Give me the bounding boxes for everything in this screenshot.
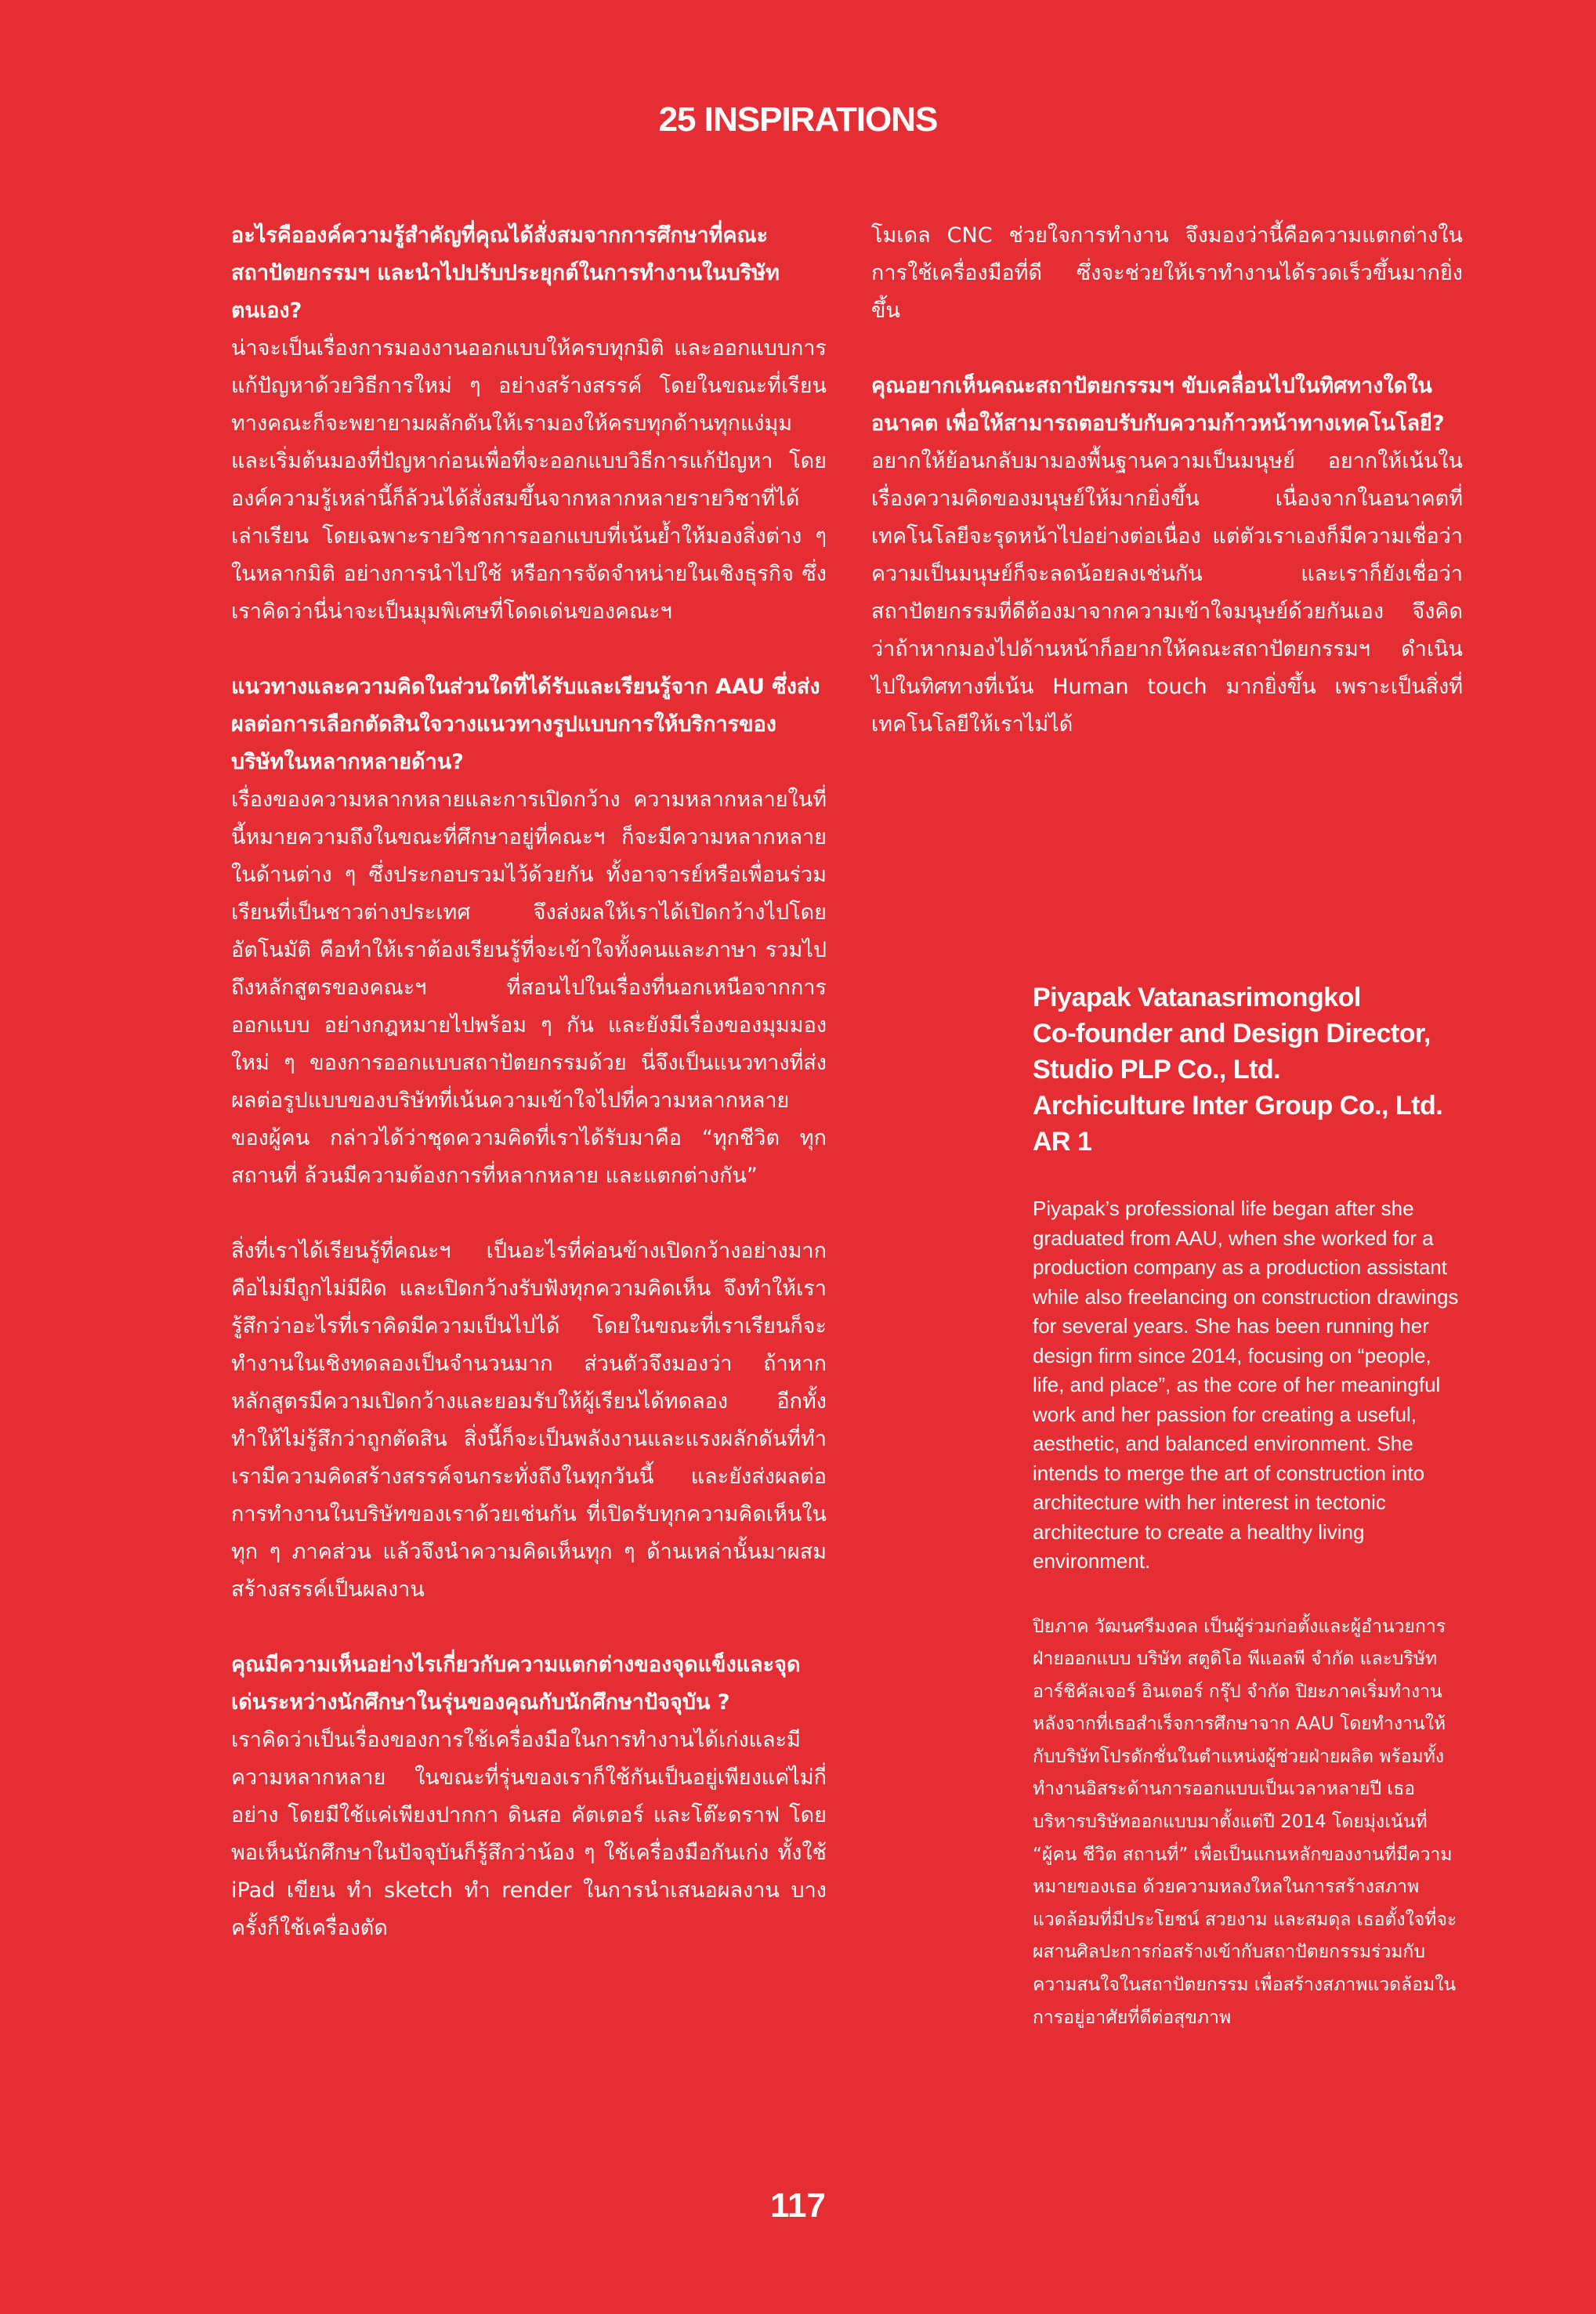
question-2: แนวทางและความคิดในส่วนใดที่ได้รับและเรียนรู้จาก AAU ซึ่งส่งผลต่อการเลือกตัดสินใจวางแนวทางรูปแบบการให้บริการของบริษัทในหลากหลายด้าน? bbox=[231, 675, 820, 774]
question-4: คุณอยากเห็นคณะสถาปัตยกรรมฯ ขับเคลื่อนไปในทิศทางใดในอนาคต เพื่อให้สามารถตอบรับกับความก้าวหน้าทางเทคโนโลยี? bbox=[871, 374, 1445, 436]
question-1: อะไรคือองค์ความรู้สำคัญที่คุณได้สั่งสมจากการศึกษาที่คณะสถาปัตยกรรมฯ และนำไปปรับประยุกต์ในการทำงานในบริษัทตนเอง? bbox=[231, 223, 780, 323]
section-title: 25 INSPIRATIONS bbox=[658, 100, 938, 139]
profile-name: Piyapak Vatanasrimongkol bbox=[1033, 983, 1361, 1012]
answer-2: เรื่องของความหลากหลายและการเปิดกว้าง ความหลากหลายในที่นี้หมายความถึงในขณะที่ศึกษาอยู่ที่คณะฯ ก็จะมีความหลากหลายในด้านต่าง ๆ ซึ่งประกอบรวมไว้ด้วยกัน ทั้งอาจารย์หรือเพื่อนร่วมเรียนที่เป็นชาวต่างประเทศ จึงส่งผลให้เราได้เปิดกว้างไปโดยอัตโนมัติ คือทำให้เราต้องเรียนรู้ที่จะเข้าใจทั้งคนและภาษา รวมไปถึงหลักสูตรของคณะฯ ที่สอนไปในเรื่องที่นอกเหนือจากการออกแบบ อย่างกฎหมายไปพร้อม ๆ กัน และยังมีเรื่องของมุมมองใหม่ ๆ ของการออกแบบสถาปัตยกรรมด้วย นี่จึงเป็นแนวทางที่ส่งผลต่อรูปแบบของบริษัทที่เน้นความเข้าใจไปที่ความหลากหลายของผู้คน กล่าวได้ว่าชุดความคิดที่เราได้รับมาคือ “ทุกชีวิต ทุกสถานที่ ล้วนมีความต้องการที่หลากหลาย และแตกต่างกัน” bbox=[231, 788, 827, 1188]
profile-company-2: Archiculture Inter Group Co., Ltd. bbox=[1033, 1091, 1443, 1121]
answer-3: เราคิดว่าเป็นเรื่องของการใช้เครื่องมือในการทำงานได้เก่งและมีความหลากหลาย ในขณะที่รุ่นของเราก็ใช้กันเป็นอยู่เพียงแค่ไม่กี่อย่าง โดยมีใช้แค่เพียงปากกา ดินสอ คัตเตอร์ และโต๊ะดราฟ โดยพอเห็นนักศึกษาในปัจจุบันก็รู้สึกว่าน้อง ๆ ใช้เครื่องมือกันเก่ง ทั้งใช้ iPad เขียน ทำ sketch ทำ render ในการนำเสนอผลงาน บางครั้งก็ใช้เครื่องตัด bbox=[231, 1728, 827, 1940]
profile-class: AR 1 bbox=[1033, 1127, 1092, 1157]
profile-bio-thai: ปิยภาค วัฒนศรีมงคล เป็นผู้ร่วมก่อตั้งและผู้อำนวยการฝ่ายออกแบบ บริษัท สตูดิโอ พีแอลพี จำกัด และบริษัท อาร์ชิคัลเจอร์ อินเตอร์ กรุ๊ป จำกัด ปิยะภาคเริ่มทำงานหลังจากที่เธอสำเร็จการศึกษาจาก AAU โดยทำงานให้กับบริษัทโปรดักชั่นในตำแหน่งผู้ช่วยฝ่ายผลิต พร้อมทั้งทำงานอิสระด้านการออกแบบเป็นเวลาหลายปี เธอบริหารบริษัทออกแบบมาตั้งแต่ปี 2014 โดยมุ่งเน้นที่ “ผู้คน ชีวิต สถานที่” เพื่อเป็นแกนหลักของงานที่มีความหมายของเธอ ด้วยความหลงใหลในการสร้างสภาพแวดล้อมที่มีประโยชน์ สวยงาม และสมดุล เธอตั้งใจที่จะผสานศิลปะการก่อสร้างเข้ากับสถาปัตยกรรมร่วมกับความสนใจในสถาปัตยกรรม เพื่อสร้างสภาพแวดล้อมในการอยู่อาศัยที่ดีต่อสุขภาพ bbox=[1033, 1616, 1457, 2028]
answer-4: อยากให้ย้อนกลับมามองพื้นฐานความเป็นมนุษย์ อยากให้เน้นในเรื่องความคิดของมนุษย์ให้มากยิ่งขึ้น เนื่องจากในอนาคตที่เทคโนโลยีจะรุดหน้าไปอย่างต่อเนื่อง แต่ตัวเราเองก็มีความเชื่อว่า ความเป็นมนุษย์ก็จะลดน้อยลงเช่นกัน และเราก็ยังเชื่อว่า สถาปัตยกรรมที่ดีต้องมาจากความเข้าใจมนุษย์ด้วยกันเอง จึงคิดว่าถ้าหากมองไปด้านหน้าก็อยากให้คณะสถาปัตยกรรมฯ ดำเนินไปในทิศทางที่เน้น Human touch มากยิ่งขึ้น เพราะเป็นสิ่งที่เทคโนโลยีให้เราไม่ได้ bbox=[871, 449, 1463, 737]
profile-heading bbox=[1033, 980, 1468, 1160]
answer-1: น่าจะเป็นเรื่องการมองงานออกแบบให้ครบทุกมิติ และออกแบบการแก้ปัญหาด้วยวิธีการใหม่ ๆ อย่างสร้างสรรค์ โดยในขณะที่เรียน ทางคณะก็จะพยายามผลักดันให้เรามองให้ครบทุกด้านทุกแง่มุม และเริ่มต้นมองที่ปัญหาก่อนเพื่อที่จะออกแบบวิธีการแก้ปัญหา โดยองค์ความรู้เหล่านี้ก็ล้วนได้สั่งสมขึ้นจากหลากหลายรายวิชาที่ได้เล่าเรียน โดยเฉพาะรายวิชาการออกแบบที่เน้นย้ำให้มองสิ่งต่าง ๆ ในหลากมิติ อย่างการนำไปใช้ หรือการจัดจำหน่ายในเชิงธุรกิจ ซึ่งเราคิดว่านี่น่าจะเป็นมุมพิเศษที่โดดเด่นของคณะฯ bbox=[231, 336, 827, 624]
profile-bio-english: Piyapak’s professional life began after she graduated from AAU, when she worked for a production company as a production assistant while also freelancing on construction drawings for several years. She has been running her design firm since 2014, focusing on “people, life, and place”, as the core of her meaningful work and her passion for creating a useful, aesthetic, and balanced environment. She intends to merge the art of construction into architecture with her interest in tectonic architecture to create a healthy living environment. bbox=[1033, 1197, 1459, 1573]
profile-role: Co-founder and Design Director, bbox=[1033, 1019, 1431, 1048]
right-column bbox=[871, 217, 1463, 781]
page-number: 117 bbox=[770, 2186, 826, 2225]
profile-block bbox=[1033, 980, 1468, 2034]
answer-2-continued: สิ่งที่เราได้เรียนรู้ที่คณะฯ เป็นอะไรที่ค่อนข้างเปิดกว้างอย่างมาก คือไม่มีถูกไม่มีผิด และเปิดกว้างรับฟังทุกความคิดเห็น จึงทำให้เรารู้สึกว่าอะไรที่เราคิดมีความเป็นไปได้ โดยในขณะที่เราเรียนก็จะทำงานในเชิงทดลองเป็นจำนวนมาก ส่วนตัวจึงมองว่า ถ้าหากหลักสูตรมีความเปิดกว้างและยอมรับให้ผู้เรียนได้ทดลอง อีกทั้งทำให้ไม่รู้สึกว่าถูกตัดสิน สิ่งนี้ก็จะเป็นพลังงานและแรงผลักดันที่ทำเรามีความคิดสร้างสรรค์จนกระทั่งถึงในทุกวันนี้ และยังส่งผลต่อการทำงานในบริษัทของเราด้วยเช่นกัน ที่เปิดรับทุกความคิดเห็นในทุก ๆ ภาคส่วน แล้วจึงนำความคิดเห็นทุก ๆ ด้านเหล่านั้นมาผสมสร้างสรรค์เป็นผลงาน bbox=[231, 1239, 827, 1602]
question-3: คุณมีความเห็นอย่างไรเกี่ยวกับความแตกต่างของจุดแข็งและจุดเด่นระหว่างนักศึกษาในรุ่นของคุณกับนักศึกษาปัจจุบัน ? bbox=[231, 1653, 801, 1715]
answer-3-continued: โมเดล CNC ช่วยใจการทำงาน จึงมองว่านี้คือความแตกต่างในการใช้เครื่องมือที่ดี ซึ่งจะช่วยให้เราทำงานได้รวดเร็วขึ้นมากยิ่งขึ้น bbox=[871, 223, 1463, 323]
left-column bbox=[231, 217, 827, 1985]
profile-company-1: Studio PLP Co., Ltd. bbox=[1033, 1055, 1281, 1085]
